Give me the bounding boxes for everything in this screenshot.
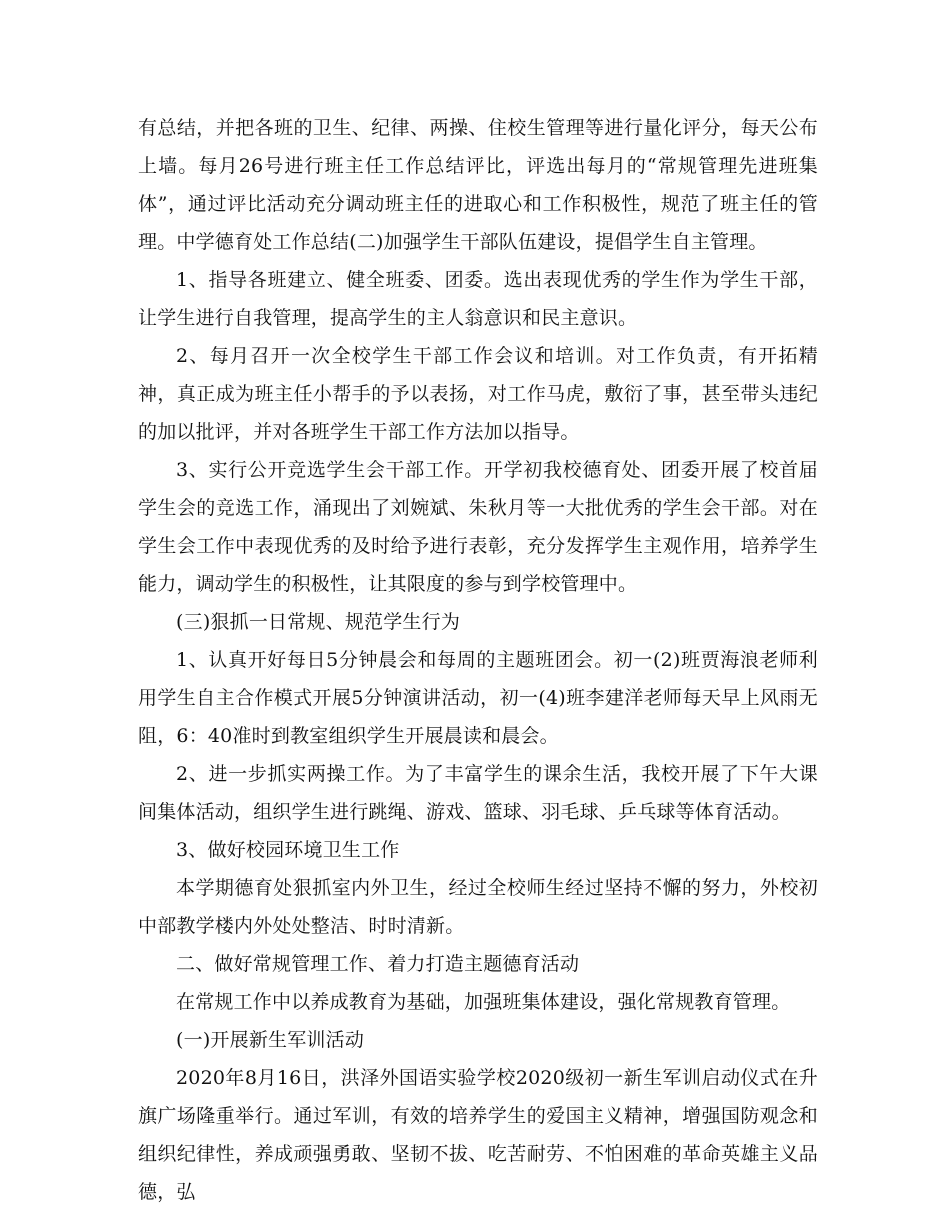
- paragraph-7: 2、进一步抓实两操工作。为了丰富学生的课余生活，我校开展了下午大课间集体活动，组织学生进行跳绳、游戏、篮球、羽毛球、乒乓球等体育活动。: [138, 763, 818, 823]
- paragraph-4: 3、实行公开竞选学生会干部工作。开学初我校德育处、团委开展了校首届学生会的竞选工作，涌现出了刘婉斌、朱秋月等一大批优秀的学生会干部。对在学生会工作中表现优秀的及时给予进行表彰，充分发挥学生主观作用，培养学生能力，调动学生的积极性，让其限度的参与到学校管理中。: [138, 459, 818, 595]
- section-heading-3: (三)狠抓一日常规、规范学生行为: [176, 611, 461, 633]
- document-body: [138, 109, 818, 1211]
- section-heading-2: 二、做好常规管理工作、着力打造主题德育活动: [176, 953, 580, 975]
- paragraph-9: 本学期德育处狠抓室内外卫生，经过全校师生经过坚持不懈的努力，外校初中部教学楼内外处处整洁、时时清新。: [138, 877, 818, 937]
- paragraph-2: 1、指导各班建立、健全班委、团委。选出表现优秀的学生作为学生干部，让学生进行自我管理，提高学生的主人翁意识和民主意识。: [138, 269, 818, 329]
- paragraph-1: 有总结，并把各班的卫生、纪律、两操、住校生管理等进行量化评分，每天公布上墙。每月26号进行班主任工作总结评比，评选出每月的“常规管理先进班集体”，通过评比活动充分调动班主任的进取心和工作积极性，规范了班主任的管理。中学德育处工作总结(二)加强学生干部队伍建设，提倡学生自主管理。: [138, 117, 818, 253]
- paragraph-3: 2、每月召开一次全校学生干部工作会议和培训。对工作负责，有开拓精神，真正成为班主任小帮手的予以表扬，对工作马虎，敷衍了事，甚至带头违纪的加以批评，并对各班学生干部工作方法加以指导。: [138, 345, 818, 443]
- section-heading-military-training: (一)开展新生军训活动: [176, 1029, 365, 1051]
- sub-heading-hygiene: 3、做好校园环境卫生工作: [176, 839, 400, 861]
- paragraph-6: 1、认真开好每日5分钟晨会和每周的主题班团会。初一(2)班贾海浪老师利用学生自主合作模式开展5分钟演讲活动，初一(4)班李建洋老师每天早上风雨无阻，6：40准时到教室组织学生开展晨读和晨会。: [138, 649, 818, 747]
- paragraph-13: 2020年8月16日，洪泽外国语实验学校2020级初一新生军训启动仪式在升旗广场隆重举行。通过军训，有效的培养学生的爱国主义精神，增强国防观念和组织纪律性，养成顽强勇敢、坚韧不拔、吃苦耐劳、不怕困难的革命英雄主义品德，弘: [138, 1067, 818, 1203]
- paragraph-11: 在常规工作中以养成教育为基础，加强班集体建设，强化常规教育管理。: [176, 991, 791, 1013]
